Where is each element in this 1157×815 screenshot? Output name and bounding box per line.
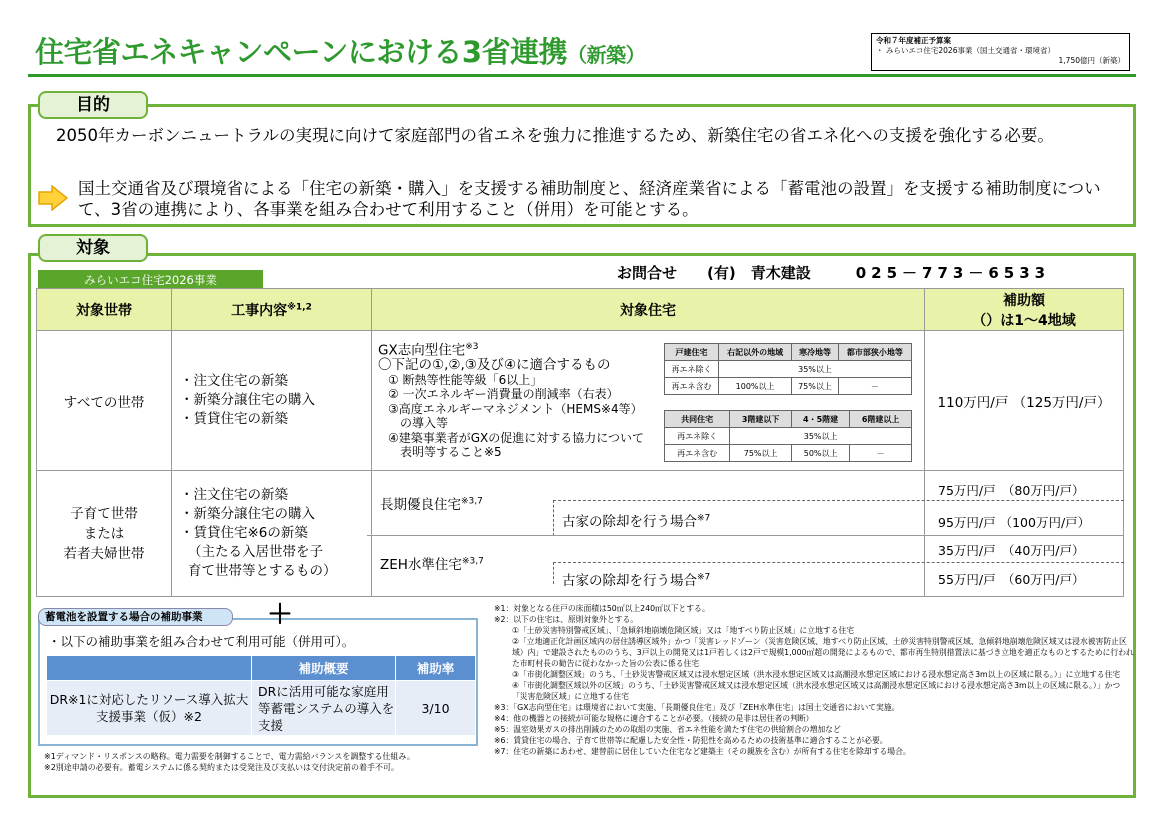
reduction-table-detached: 戸建住宅 右記以外の地域 寒冷地等 都市部狭小地等 再エネ除く 35%以上 再エネ含む 100%以上 75%以上 － (664, 343, 912, 395)
dashed-divider (553, 500, 554, 536)
dr-summary: DRに活用可能な家庭用等蓄電システムの導入を支援 (252, 681, 396, 736)
household-all: すべての世帯 (37, 331, 172, 471)
demolish-label: 古家の除却を行う場合$^{※7}$ (562, 513, 711, 530)
program-tag: みらいエコ住宅2026事業 (38, 270, 263, 290)
amount-zeh-demolish: 55万円/戸 （60万円/戸） (938, 572, 1085, 587)
purpose-tab: 目的 (38, 91, 148, 119)
battery-notes: ※1ディマンド・リスポンスの略称。電力需要を制御することで、電力需給バランスを調整する仕組み。 ※2別途申請の必要有。蓄電システムに係る契約または受発注及び支払いは交付決定前の着手不可。 (44, 752, 415, 772)
header-household: 対象世帯 (37, 289, 172, 331)
row-divider (367, 535, 1124, 536)
battery-tag: 蓄電池を設置する場合の補助事業 (38, 608, 233, 626)
work-list-all: ・注文住宅の新築 ・新築分譲住宅の購入 ・賃貸住宅の新築 (172, 331, 372, 471)
dashed-divider (553, 562, 1124, 563)
purpose-detail: 国土交通省及び環境省による「住宅の新築・購入」を支援する補助制度と、経済産業省による「蓄電池の設置」を支援する補助制度について、3省の連携により、各事業を組み合わせて利用すること（併用）を可能とする。 (78, 179, 1101, 219)
header-work: 工事内容$^{※1,2}$ (172, 289, 372, 331)
demolish-label-zeh: 古家の除却を行う場合$^{※7}$ (562, 572, 711, 589)
header-housing: 対象住宅 (372, 289, 925, 331)
household-child: 子育て世帯 または 若者夫婦世帯 (37, 471, 172, 597)
target-tab: 対象 (38, 234, 148, 262)
footnotes: ※1：対象となる住戸の床面積は50㎡以上240㎡以下とする。 ※2：以下の住宅は、原則対象外とする。 ①「土砂災害特別警戒区域」、「急傾斜地崩壊危険区域」又は「地すべり防止区域」に立地する住宅 ②「立地適正化計画区域内の居住誘導区域外」かつ「災害レッドゾーン（災害危険区域、地すべり防止区域、土砂災害特別警戒区域、急傾斜地崩壊危険区域又は浸水被害防止区域）内」で建設されたもののうち、3戸以上の開発又は1戸若しくは2戸で規模1,000㎡超の開発によるもので、都市再生特別措置法に基づき立地を適正なものとするために行われた市町村長の勧告に従わなかった旨の公表に係る住宅 ③「市街化調整区域」のうち、「土砂災害警戒区域又は浸水想定区域（洪水浸水想定区域又は高潮浸水想定区域における浸水想定高さ3m以上の区域に限る。）」に立地する住宅 ④「市街化調整区域以外の区域」のうち、「土砂災害警戒区域又は浸水想定区域（洪水浸水想定区域又は高潮浸水想定区域における浸水想定高さ3m以上の区域に限る。）」かつ「災害危険区域」に立地する住宅 ※3：「GX志向型住宅」は環境省において実施、「長期優良住宅」及び「ZEH水準住宅」は国土交通省において実施。 ※4：他の機器との接続が可能な規格に適合することが必要。（接続の是非は居住者の判断） ※5：温室効果ガスの排出削減のための取組の実施、省エネ性能を満たす住宅の供給割合の増加など ※6：賃貸住宅の場合、子育て世帯等に配慮した安全性・防犯性を高めるための技術基準に適合することが必要。 ※7：住宅の新築にあわせ、建替前に居住していた住宅など建築主（その親族を含む）が所有する住宅を除却する場合。 (494, 604, 1134, 756)
dr-program: DR※1に対応したリソース導入拡大支援事業（仮）※2 (47, 681, 252, 736)
dashed-divider (553, 500, 1124, 501)
dashed-divider (553, 562, 554, 584)
amount-gx: 110万円/戸 （125万円/戸） (925, 331, 1124, 471)
battery-table: 補助概要 補助率 DR※1に対応したリソース導入拡大支援事業（仮）※2 DRに活用可能な家庭用等蓄電システムの導入を支援 3/10 (46, 655, 476, 736)
header-amount: 補助額 （）は1～4地域 (925, 289, 1124, 331)
page-title: 住宅省エネキャンペーンにおける3省連携（新築） (35, 35, 646, 69)
work-list-child: ・注文住宅の新築 ・新築分譲住宅の購入 ・賃貸住宅※6の新築 （主たる入居世帯を子 育て世帯等とするもの） (172, 471, 372, 597)
plus-icon: ＋ (267, 600, 294, 630)
purpose-text: 2050年カーボンニュートラルの実現に向けて家庭部門の省エネを強力に推進するため、新築住宅の省エネ化への支援を強化する必要。 (56, 126, 1054, 145)
amount-long: 75万円/戸 （80万円/戸） (938, 483, 1085, 498)
zeh-housing: ZEH水準住宅$^{※3,7}$ (380, 556, 484, 573)
dr-rate: 3/10 (396, 681, 476, 736)
amount-zeh: 35万円/戸 （40万円/戸） (938, 543, 1085, 558)
title-rule (28, 74, 1136, 77)
gx-description: GX志向型住宅$^{※3}$ 〇下記の①,②,③及び④に適合するもの ① 断熱等性能等級「6以上」 ② 一次エネルギー消費量の削減率（右表） ③高度エネルギーマネジメント（HEMS※4等） の導入等 ④建築事業者がGXの促進に対する協力について 表明等すること※5 (378, 342, 645, 459)
budget-box: 令和７年度補正予算案 ・ みらいエコ住宅2026事業（国土交通省・環境省） 1,750億円（新築） (871, 33, 1130, 71)
reduction-table-apartment: 共同住宅 3階建以下 4・5階建 6階建以上 再エネ除く 35%以上 再エネ含む 75%以上 50%以上 － (664, 410, 912, 462)
contact-info: お問合せ (有) 青木建設 025－773－6533 (617, 264, 1051, 282)
long-life-housing: 長期優良住宅$^{※3,7}$ (380, 496, 483, 513)
amount-long-demolish: 95万円/戸 （100万円/戸） (938, 515, 1091, 530)
battery-combo-text: ・以下の補助事業を組み合わせて利用可能（併用可）。 (48, 634, 355, 649)
right-arrow-icon (38, 185, 68, 211)
